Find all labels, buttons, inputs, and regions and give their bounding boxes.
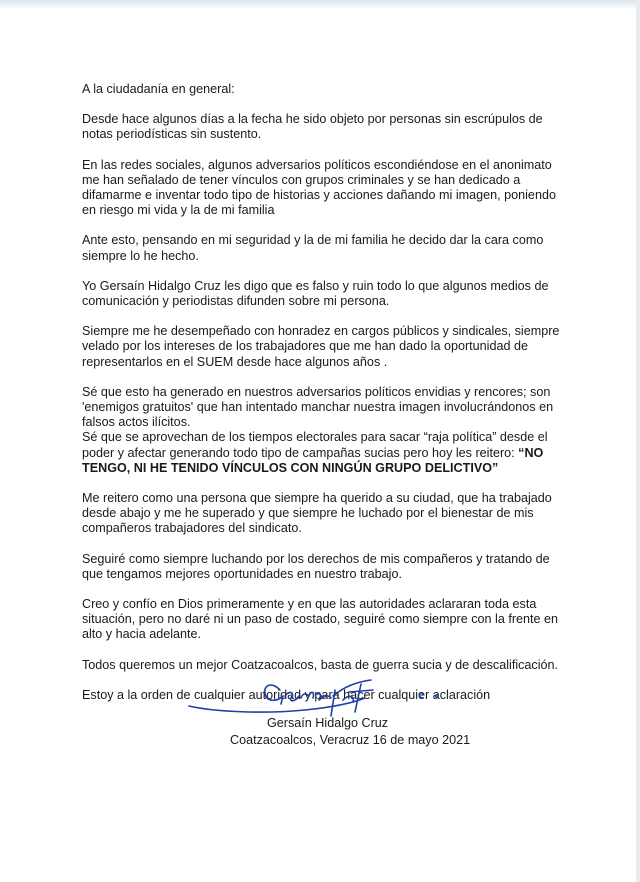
scan-right-edge <box>636 0 640 882</box>
paragraph-7-emphasis: “NO TENGO, NI HE TENIDO VÍNCULOS CON NINGÚN GRUPO DELICTIVO” <box>82 445 544 475</box>
paragraph-2: En las redes sociales, algunos adversarios políticos escondiéndose en el anonimato me han señalado de tener vínculos con grupos criminales y se han dedicado a difamarme e inventar todo tipo de historias y acciones dañando mi imagen, poniendo en riesgo mi vida y la de mi familia <box>82 157 556 218</box>
paragraph-7-text: Sé que se aprovechan de los tiempos electorales para sacar “raja política” desde el poder y afectar generando todo tipo de campañas sucias pero hoy les reitero: <box>82 430 548 460</box>
scan-top-edge <box>0 0 640 8</box>
paragraph-12: Estoy a la orden de cualquier autoridad y para hacer cualquier aclaración <box>82 687 491 702</box>
paragraph-9: Seguiré como siempre luchando por los derechos de mis compañeros y tratando de que tengamos mejores oportunidades en nuestro trabajo. <box>82 551 550 581</box>
handwritten-signature <box>185 672 455 720</box>
paragraph-7 <box>82 430 560 476</box>
paragraph-4: Yo Gersaín Hidalgo Cruz les digo que es falso y ruin todo lo que algunos medios de comunicación y periodistas difunden sobre mi persona. <box>82 278 549 309</box>
signature-strokes <box>189 680 438 716</box>
letter-body <box>82 82 560 718</box>
salutation: A la ciudadanía en general: <box>82 82 235 96</box>
paragraph-8: Me reitero como una persona que siempre ha querido a su ciudad, que ha trabajado desde abajo y me he superado y que siempre he luchado por el bienestar de mis compañeros trabajadores del sindicato. <box>82 491 552 536</box>
paragraph-11: Todos queremos un mejor Coatzacoalcos, basta de guerra sucia y de descalificación. <box>82 657 559 672</box>
signature-block <box>190 676 471 747</box>
paragraph-1: Desde hace algunos días a la fecha he sido objeto por personas sin escrúpulos de notas periodísticas sin sustento. <box>82 112 543 142</box>
paragraph-5: Siempre me he desempeñado con honradez en cargos públicos y sindicales, siempre velado por los intereses de los trabajadores que me han dado la oportunidad de representarlos en el SUEM desde hace algunos años . <box>82 324 560 369</box>
paragraph-6: Sé que esto ha generado en nuestros adversarios políticos envidias y rencores; son 'enemigos gratuitos' que han intentado manchar nuestra imagen involucrándonos en falsos actos ilícitos. <box>82 384 554 430</box>
place-and-date: Coatzacoalcos, Veracruz 16 de mayo 2021 <box>230 733 471 747</box>
paragraph-10: Creo y confío en Dios primeramente y en que las autoridades aclararan toda esta situación, pero no daré ni un paso de costado, seguiré como siempre con la frente en alto y hacia adelante. <box>82 597 559 642</box>
signer-name: Gersaín Hidalgo Cruz <box>267 716 389 730</box>
paragraph-3: Ante esto, pensando en mi seguridad y la de mi familia he decido dar la cara como siempre lo he hecho. <box>82 233 544 263</box>
